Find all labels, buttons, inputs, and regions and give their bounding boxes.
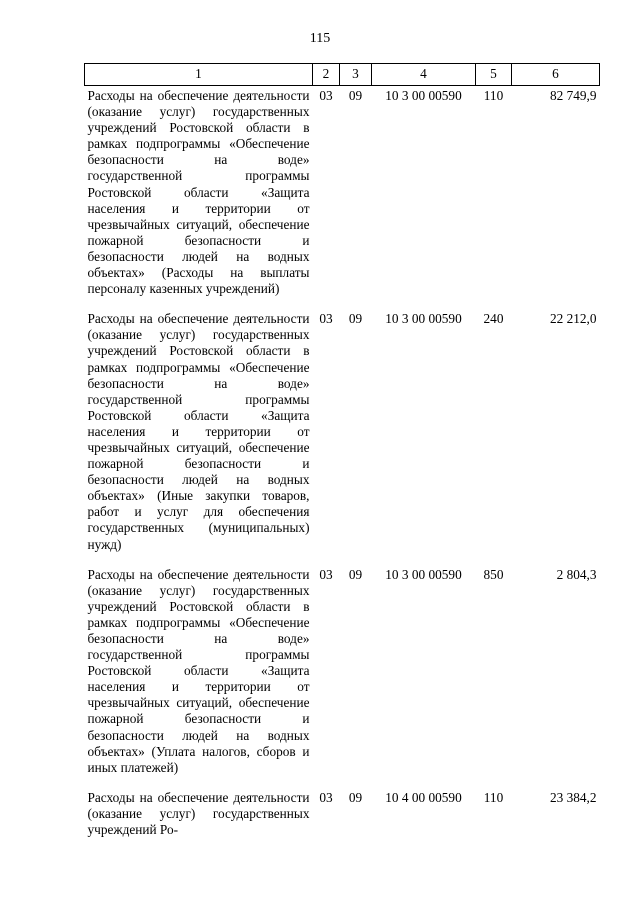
row-description: Расходы на обеспечение деятельности (оказание услуг) государственных учреждений Ростовской области в рамках подпрограммы «Обеспечение безопасности на воде» государственной программы Ростовской области «Защита населения и территории от чрезвычайных ситуаций, обеспечение пожарной безопасности и безопасности людей на водных объектах» (Иные закупки товаров, работ и услуг для обеспечения государственных (муниципальных) нужд) <box>87 311 310 552</box>
table-row <box>85 309 600 552</box>
row-target-code: 10 4 00 00590 <box>385 789 462 805</box>
column-header: 1 <box>85 64 313 86</box>
column-header: 6 <box>512 64 600 86</box>
page-number: 115 <box>309 31 331 46</box>
row-target-code: 10 3 00 00590 <box>385 88 462 103</box>
table-row <box>85 788 600 838</box>
row-description: Расходы на обеспечение деятельности (оказание услуг) государственных учреждений Ростовской области в рамках подпрограммы «Обеспечение безопасности на воде» государственной программы Ростовской области «Защита населения и территории от чрезвычайных ситуаций, обеспечение пожарной безопасности и безопасности людей на водных объектах» (Уплата налогов, сборов и иных платежей) <box>87 566 310 775</box>
row-subsection: 09 <box>348 311 363 327</box>
row-section: 03 <box>319 311 333 327</box>
row-section: 03 <box>319 789 333 805</box>
row-section: 03 <box>319 88 333 103</box>
column-header: 5 <box>476 64 512 86</box>
row-target-code: 10 3 00 00590 <box>385 566 462 582</box>
row-spacer <box>85 776 600 788</box>
row-spacer <box>85 553 600 565</box>
row-expense-type: 110 <box>483 88 504 103</box>
row-subsection: 09 <box>348 566 363 582</box>
row-subsection: 09 <box>348 88 363 103</box>
row-amount: 22 212,0 <box>549 311 597 327</box>
row-expense-type: 110 <box>483 789 504 805</box>
row-description: Расходы на обеспечение деятельности (оказание услуг) государственных учреждений Ростовской области в рамках подпрограммы «Обеспечение безопасности на воде» государственной программы Ростовской области «Защита населения и территории от чрезвычайных ситуаций, обеспечение пожарной безопасности и безопасности людей на водных объектах» (Расходы на выплаты персоналу казенных учреждений) <box>87 88 310 297</box>
column-header: 2 <box>313 64 340 86</box>
table-header-row <box>85 64 600 86</box>
budget-table <box>84 63 600 838</box>
table-row <box>85 565 600 776</box>
row-amount: 82 749,9 <box>549 88 597 103</box>
row-expense-type: 850 <box>483 566 504 582</box>
table-row <box>85 86 600 298</box>
column-header: 4 <box>372 64 476 86</box>
row-target-code: 10 3 00 00590 <box>385 311 462 327</box>
row-description: Расходы на обеспечение деятельности (оказание услуг) государственных учреждений Ро- <box>87 789 310 838</box>
row-expense-type: 240 <box>483 311 504 327</box>
row-spacer <box>85 297 600 309</box>
row-amount: 23 384,2 <box>549 789 597 805</box>
column-header: 3 <box>340 64 372 86</box>
row-subsection: 09 <box>348 789 363 805</box>
row-amount: 2 804,3 <box>556 566 597 582</box>
row-section: 03 <box>319 566 333 582</box>
